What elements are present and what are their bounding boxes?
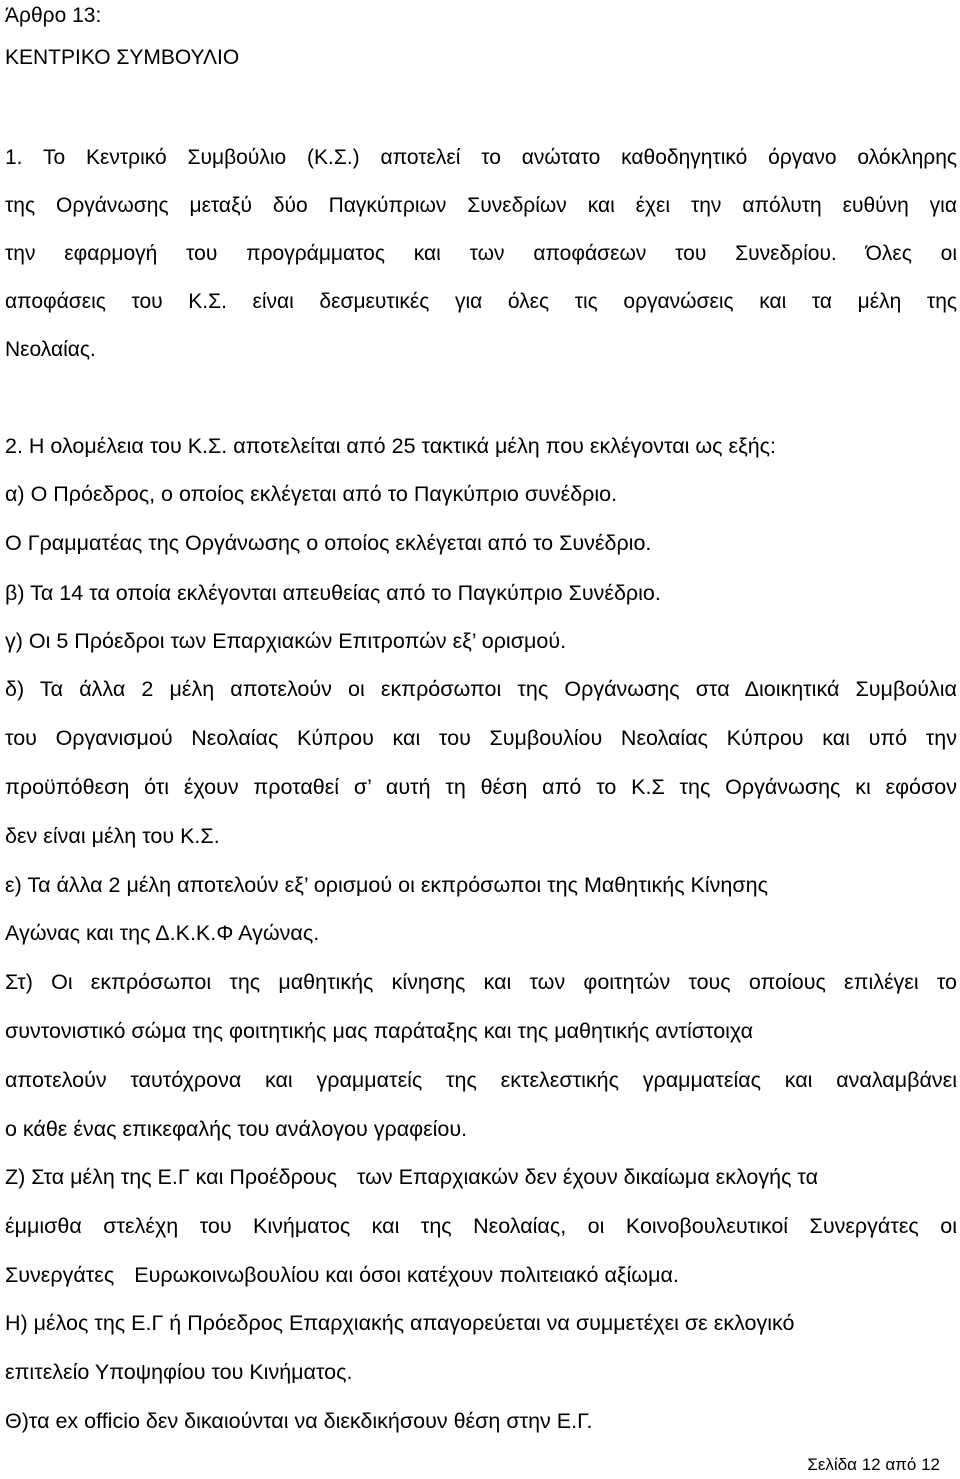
paragraph-line: β) Τα 14 τα οποία εκλέγονται απευθείας από το Παγκύπριο Συνέδριο. [5, 581, 661, 605]
article-heading: Άρθρο 13: [5, 4, 102, 27]
paragraph-line: συντονιστικό σώμα της φοιτητικής μας παράταξης και της μαθητικής αντίστοιχα [5, 1019, 754, 1043]
paragraph-line: αποφάσεις του Κ.Σ. είναι δεσμευτικές για όλες τις οργανώσεις και τα μέλη της [5, 290, 957, 313]
paragraph-line [5, 1262, 679, 1288]
paragraph-line: έμμισθα στελέχη του Κινήματος και της Νεολαίας, οι Κοινοβουλευτικοί Συνεργάτες οι [5, 1214, 957, 1238]
paragraph-line [5, 1164, 818, 1190]
line-part: Ευρωκοινωβουλίου και όσοι κατέχουν πολιτειακό αξίωμα. [134, 1263, 679, 1287]
paragraph-line: επιτελείο Υποψηφίου του Κινήματος. [5, 1360, 353, 1384]
paragraph-line: Στ) Οι εκπρόσωποι της μαθητικής κίνησης και των φοιτητών τους οποίους επιλέγει το [5, 970, 957, 994]
page-number: Σελίδα 12 από 12 [807, 1455, 940, 1474]
paragraph-line: Θ)τα ex officio δεν δικαιούνται να διεκδικήσουν θέση στην Ε.Γ. [5, 1409, 593, 1433]
paragraph-line: την εφαρμογή του προγράμματος και των αποφάσεων του Συνεδρίου. Όλες οι [5, 242, 957, 265]
paragraph-line: 1. Το Κεντρικό Συμβούλιο (Κ.Σ.) αποτελεί το ανώτατο καθοδηγητικό όργανο ολόκληρης [5, 146, 957, 169]
paragraph-line: της Οργάνωσης μεταξύ δύο Παγκύπριων Συνεδρίων και έχει την απόλυτη ευθύνη για [5, 194, 957, 217]
paragraph-line: α) Ο Πρόεδρος, ο οποίος εκλέγεται από το Παγκύπριο συνέδριο. [5, 482, 618, 506]
article-title: ΚΕΝΤΡΙΚΟ ΣΥΜΒΟΥΛΙΟ [5, 46, 240, 69]
paragraph-line: Η) μέλος της Ε.Γ ή Πρόεδρος Επαρχιακής απαγορεύεται να συμμετέχει σε εκλογικό [5, 1311, 795, 1335]
paragraph-line: δεν είναι μέλη του Κ.Σ. [5, 824, 220, 848]
paragraph-line: γ) Οι 5 Πρόεδροι των Επαρχιακών Επιτροπών εξ’ ορισμού. [5, 629, 567, 653]
paragraph-line: του Οργανισμού Νεολαίας Κύπρου και του Συμβουλίου Νεολαίας Κύπρου και υπό την [5, 726, 957, 750]
paragraph-line: προϋπόθεση ότι έχουν προταθεί σ’ αυτή τη θέση από το Κ.Σ της Οργάνωσης κι εφόσον [5, 775, 957, 799]
line-part: Συνεργάτες [5, 1263, 115, 1287]
paragraph-line: ε) Τα άλλα 2 μέλη αποτελούν εξ’ ορισμού οι εκπρόσωποι της Μαθητικής Κίνησης [5, 873, 768, 897]
paragraph-line: δ) Τα άλλα 2 μέλη αποτελούν οι εκπρόσωποι της Οργάνωσης στα Διοικητικά Συμβούλια [5, 677, 957, 701]
paragraph-line: Νεολαίας. [5, 338, 96, 361]
paragraph-line: αποτελούν ταυτόχρονα και γραμματείς της εκτελεστικής γραμματείας και αναλαμβάνει [5, 1068, 957, 1092]
paragraph-line: 2. Η ολομέλεια του Κ.Σ. αποτελείται από 25 τακτικά μέλη που εκλέγονται ως εξής: [5, 434, 777, 458]
paragraph-line: ο κάθε ένας επικεφαλής του ανάλογου γραφείου. [5, 1117, 468, 1141]
line-part: Ζ) Στα μέλη της Ε.Γ και Προέδρους [5, 1165, 337, 1189]
paragraph-line: Αγώνας και της Δ.Κ.Κ.Φ Αγώνας. [5, 921, 320, 945]
line-part: των Επαρχιακών δεν έχουν δικαίωμα εκλογής τα [356, 1165, 819, 1189]
paragraph-line: Ο Γραμματέας της Οργάνωσης ο οποίος εκλέγεται από το Συνέδριο. [5, 531, 652, 555]
